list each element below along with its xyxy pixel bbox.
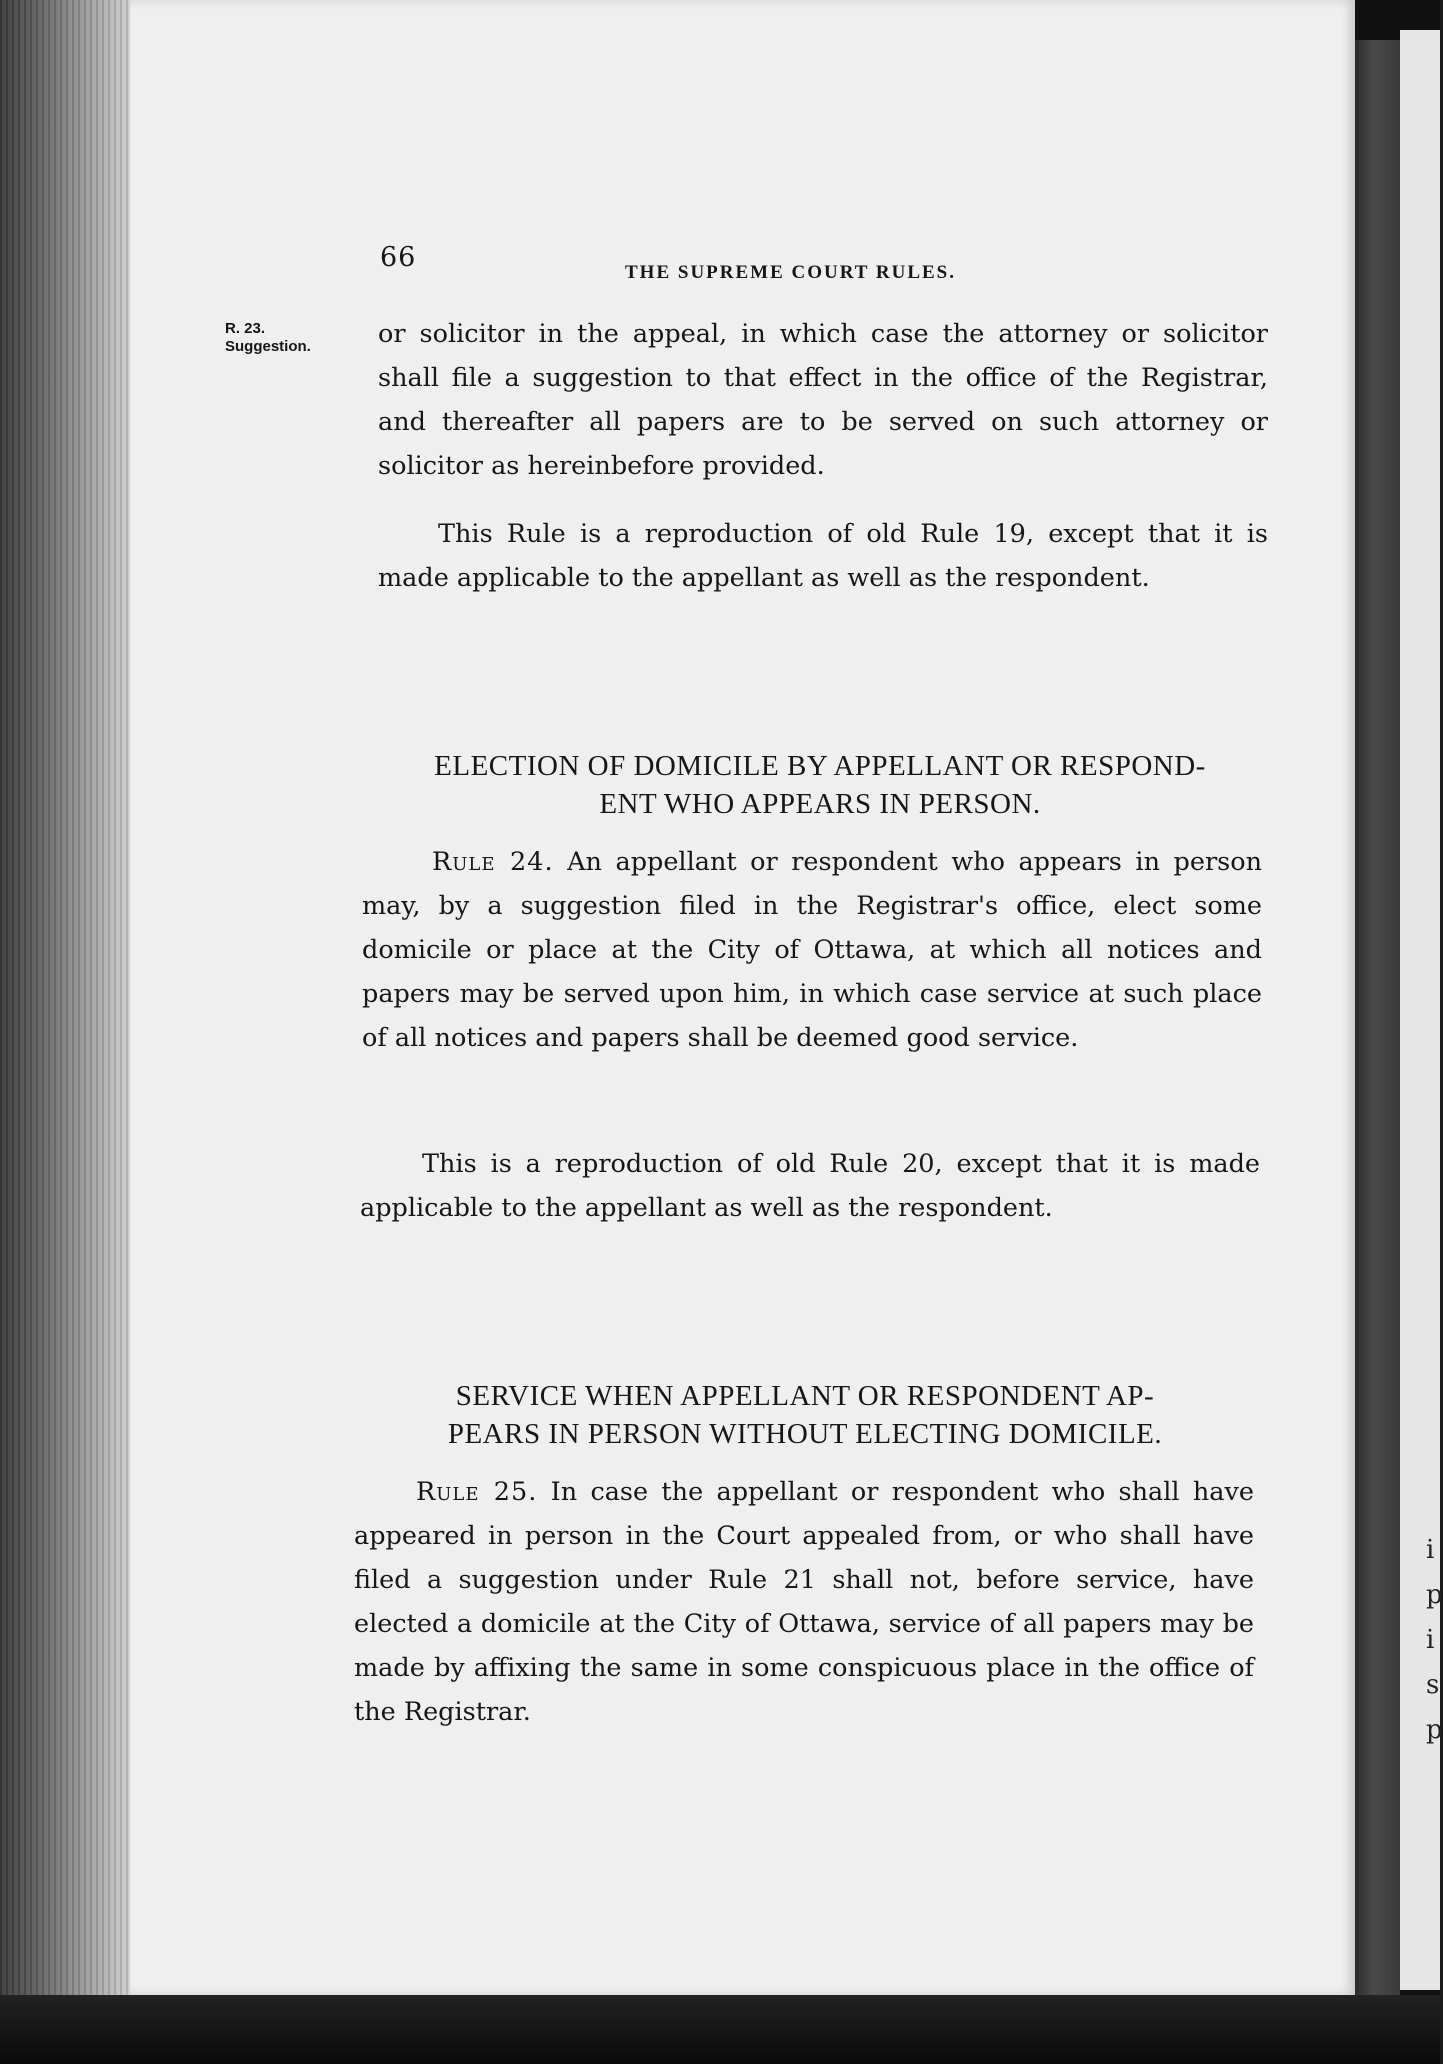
rule-text: In case the appellant or respondent who shall have appeared in person in the Court appealed from, or who shall have filed a suggestion under Rule 21 shall not, before service, have elected a domicile at the City of Ottawa, service of all papers may be made by affixing the same in some conspicuous place in the office of the Registrar. (354, 1477, 1254, 1727)
rule-24-body (362, 840, 1262, 1060)
margin-topic: Suggestion. (225, 338, 311, 355)
heading-line: PEARS IN PERSON WITHOUT ELECTING DOMICILE. (447, 1418, 1163, 1450)
facing-page-letter: s (1426, 1670, 1440, 1700)
book-gutter (1355, 40, 1400, 2000)
running-head: THE SUPREME COURT RULES. (625, 262, 956, 283)
rule-25-body (354, 1470, 1254, 1734)
facing-page-letter: p (1426, 1580, 1443, 1610)
scan-bottom-border (0, 1995, 1440, 2064)
rule-24-note: This is a reproduction of old Rule 20, except that it is made applicable to the appellant as well as the respondent. (360, 1149, 1260, 1223)
section-24-heading (370, 747, 1270, 823)
facing-page-letter: i (1426, 1625, 1435, 1655)
heading-line: ELECTION OF DOMICILE BY APPELLANT OR RESPOND- (434, 750, 1206, 782)
facing-page-fragment (1400, 30, 1443, 1990)
rule-23-note: This Rule is a reproduction of old Rule 19, except that it is made applicable to the appellant as well as the respondent. (378, 519, 1268, 593)
facing-page-letter: i (1426, 1535, 1435, 1565)
facing-page-letter: p (1426, 1715, 1443, 1745)
heading-line: SERVICE WHEN APPELLANT OR RESPONDENT AP- (455, 1380, 1155, 1412)
heading-line: ENT WHO APPEARS IN PERSON. (599, 788, 1041, 820)
margin-note (225, 320, 311, 356)
rule-label: Rule 24. (432, 847, 554, 877)
rule-text: An appellant or respondent who appears in person may, by a suggestion filed in the Registrar's office, elect some domicile or place at the City of Ottawa, at which all notices and papers may be served upon him, in which case service at such place of all notices and papers shall be deemed good service. (362, 847, 1262, 1053)
section-25-heading (355, 1377, 1255, 1453)
rule-label: Rule 25. (416, 1477, 538, 1507)
left-page-edges (0, 0, 130, 2064)
margin-rule-ref: R. 23. (225, 320, 266, 337)
page-number: 66 (380, 242, 417, 273)
rule-23-continuation: or solicitor in the appeal, in which case the attorney or solicitor shall file a suggestion to that effect in the office of the Registrar, and thereafter all papers are to be served on such attorney or solicitor as hereinbefore provided. (378, 319, 1268, 481)
